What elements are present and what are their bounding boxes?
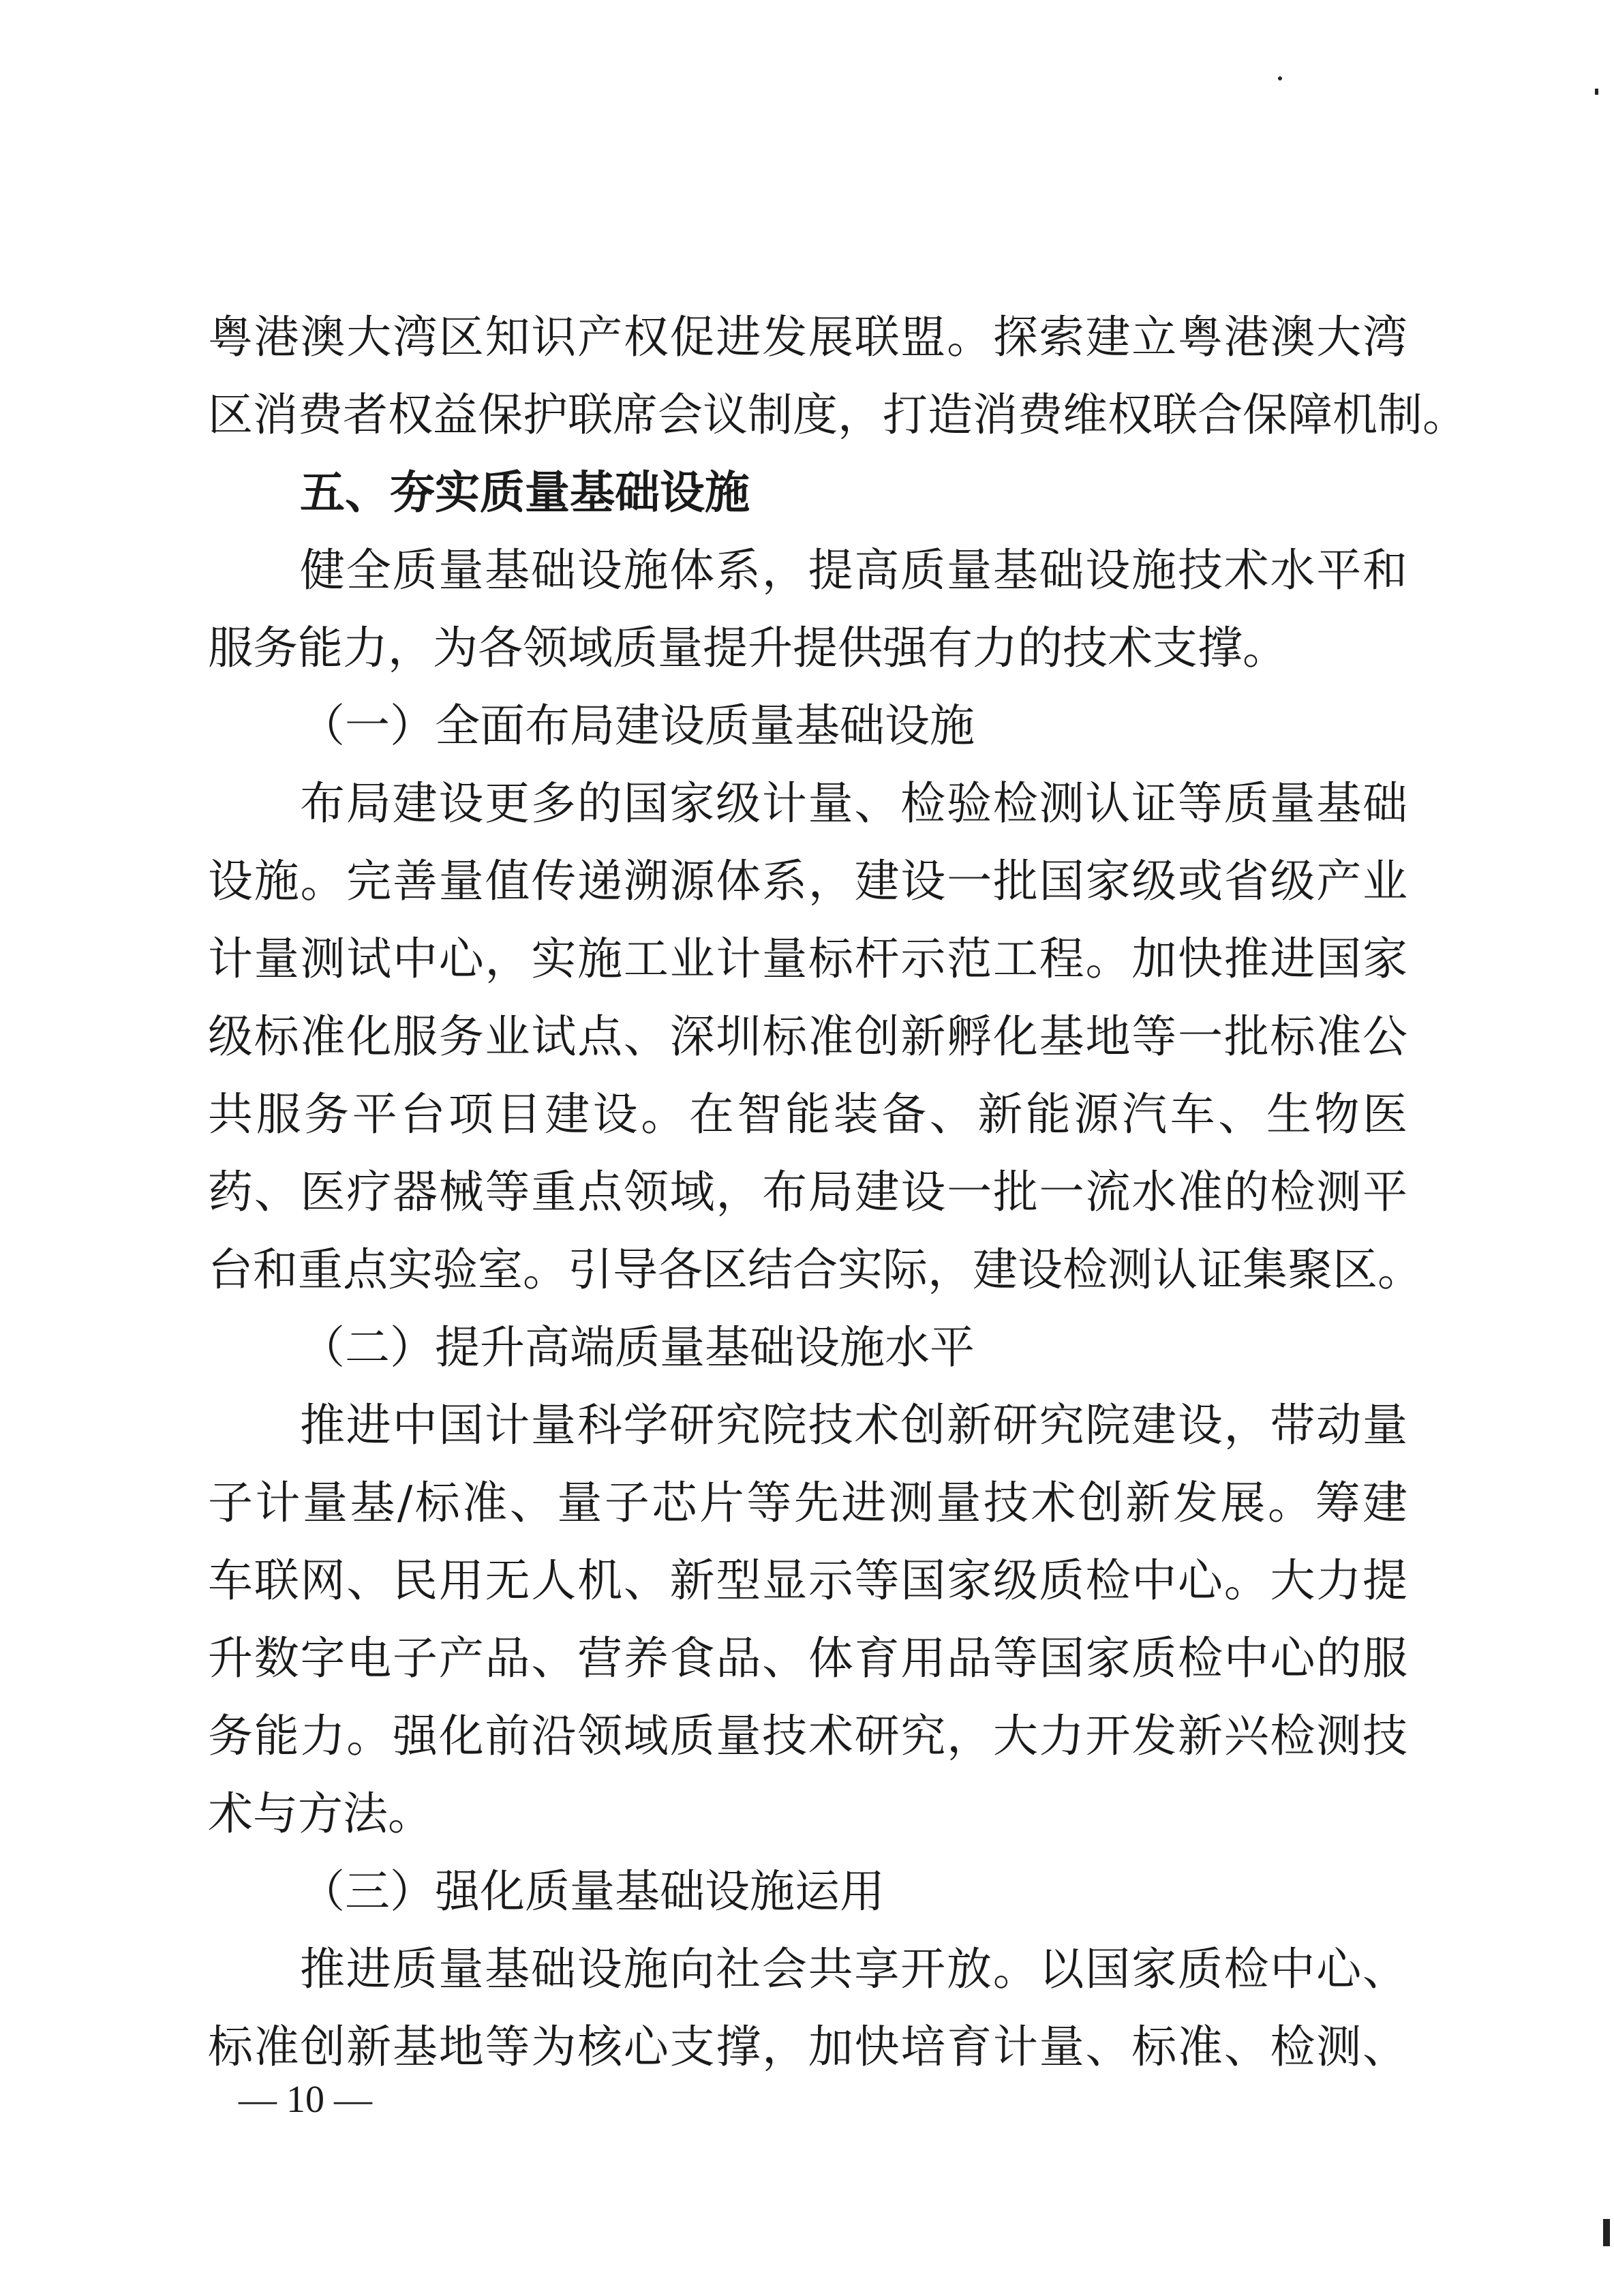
subsection-heading: （一）全面布局建设质量基础设施 bbox=[300, 699, 975, 752]
text-line: 区消费者权益保护联席会议制度，打造消费维权联合保障机制。 bbox=[208, 389, 1467, 441]
text-line: 升数字电子产品、营养食品、体育用品等国家质检中心的服 bbox=[208, 1632, 1407, 1685]
text-line: 子计量基/标准、量子芯片等先进测量技术创新发展。筹建 bbox=[208, 1477, 1407, 1529]
text-line: 健全质量基础设施体系，提高质量基础设施技术水平和 bbox=[300, 544, 1407, 596]
text-line: 粤港澳大湾区知识产权促进发展联盟。探索建立粤港澳大湾 bbox=[208, 311, 1407, 363]
text-line: 推进中国计量科学研究院技术创新研究院建设，带动量 bbox=[300, 1399, 1407, 1451]
scan-speck bbox=[1278, 76, 1282, 80]
section-heading: 五、夯实质量基础设施 bbox=[300, 466, 750, 519]
text-line: 台和重点实验室。引导各区结合实际，建设检测认证集聚区。 bbox=[208, 1243, 1422, 1296]
text-line: 设施。完善量值传递溯源体系，建设一批国家级或省级产业 bbox=[208, 855, 1407, 907]
page-number: — 10 — bbox=[239, 2079, 372, 2121]
text-line: 共服务平台项目建设。在智能装备、新能源汽车、生物医 bbox=[208, 1088, 1407, 1141]
text-line: 级标准化服务业试点、深圳标准创新孵化基地等一批标准公 bbox=[208, 1010, 1407, 1063]
scan-speck bbox=[1595, 89, 1598, 95]
text-line: 推进质量基础设施向社会共享开放。以国家质检中心、 bbox=[300, 1943, 1407, 1995]
scan-speck bbox=[1603, 2219, 1610, 2246]
subsection-heading: （二）提升高端质量基础设施水平 bbox=[300, 1321, 975, 1374]
text-line: 布局建设更多的国家级计量、检验检测认证等质量基础 bbox=[300, 777, 1407, 830]
text-line: 服务能力，为各领域质量提升提供强有力的技术支撑。 bbox=[208, 622, 1288, 674]
subsection-heading: （三）强化质量基础设施运用 bbox=[300, 1865, 885, 1918]
text-line: 车联网、民用无人机、新型显示等国家级质检中心。大力提 bbox=[208, 1554, 1407, 1607]
text-line: 计量测试中心，实施工业计量标杆示范工程。加快推进国家 bbox=[208, 933, 1407, 985]
text-line: 术与方法。 bbox=[208, 1787, 433, 1840]
text-line: 务能力。强化前沿领域质量技术研究，大力开发新兴检测技 bbox=[208, 1710, 1407, 1762]
text-line: 药、医疗器械等重点领域，布局建设一批一流水准的检测平 bbox=[208, 1166, 1407, 1218]
text-line: 标准创新基地等为核心支撑，加快培育计量、标准、检测、 bbox=[208, 2021, 1407, 2073]
